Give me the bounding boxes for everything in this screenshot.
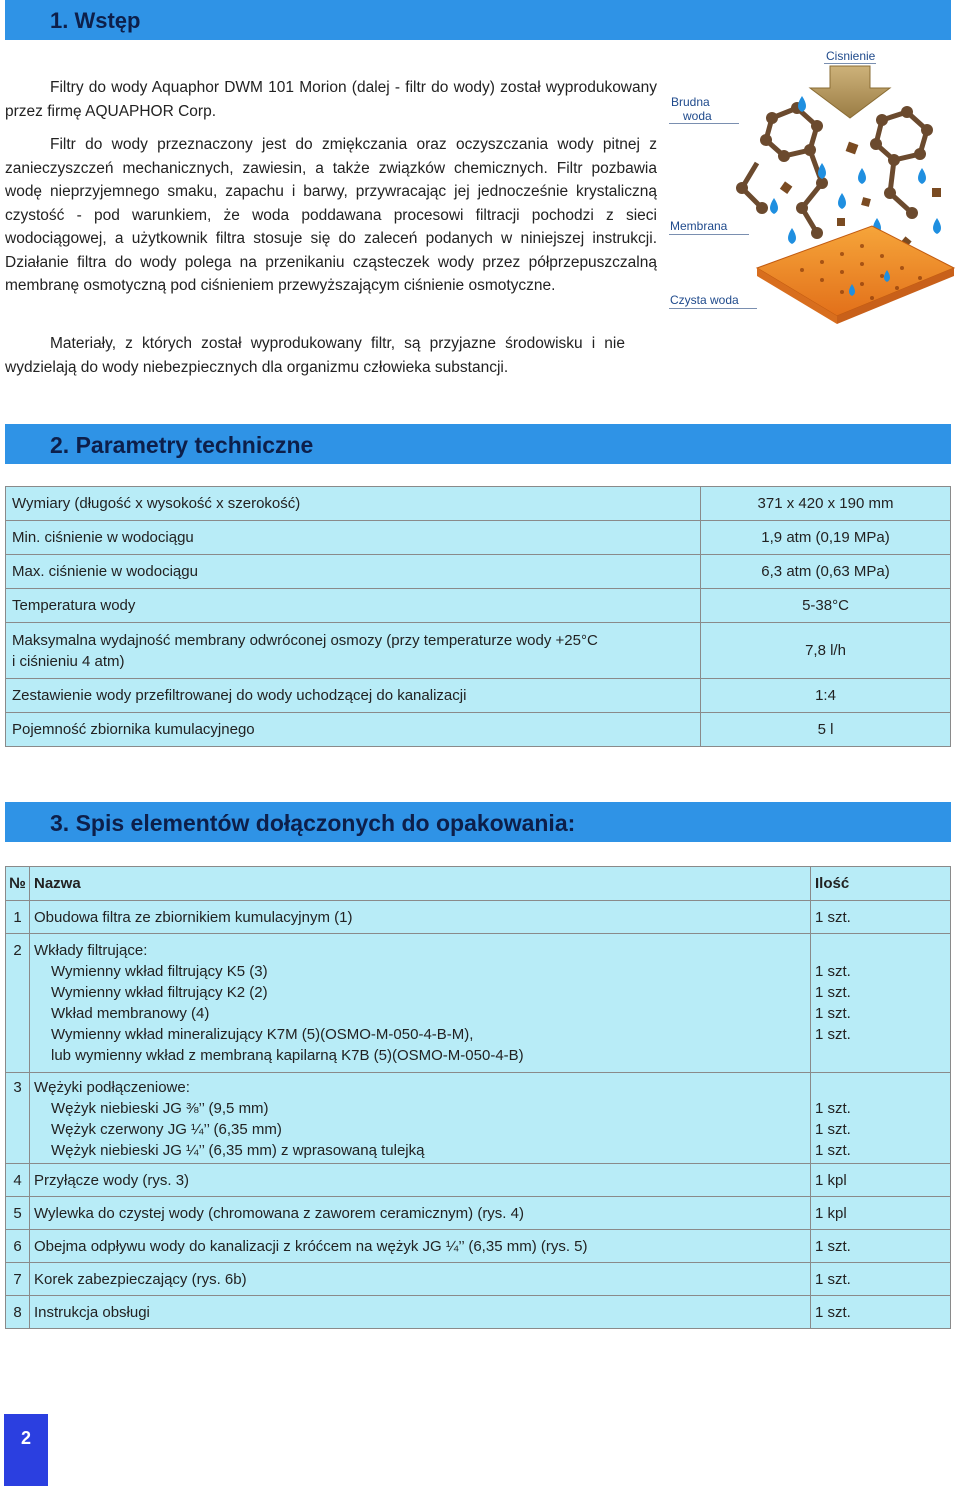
section-title: 2. Parametry techniczne bbox=[50, 432, 314, 458]
table-row bbox=[6, 521, 951, 555]
pressure-label: Cisnienie bbox=[826, 49, 876, 63]
column-header-name: Nazwa bbox=[30, 867, 811, 901]
item-name: Obudowa filtra ze zbiornikiem kumulacyjnym (1) bbox=[30, 901, 811, 934]
param-value: 6,3 atm (0,63 MPa) bbox=[701, 555, 951, 589]
molecule-network bbox=[742, 108, 927, 233]
item-number: 1 bbox=[6, 901, 30, 934]
membrane-label-line bbox=[669, 234, 749, 235]
item-quantity: 1 szt. bbox=[811, 901, 951, 934]
item-name: Korek zabezpieczający (rys. 6b) bbox=[30, 1263, 811, 1296]
dirty-water-label-2: woda bbox=[683, 109, 712, 123]
membrane-label: Membrana bbox=[670, 219, 728, 233]
column-header-number: № bbox=[6, 867, 30, 901]
item-number: 6 bbox=[6, 1230, 30, 1263]
item-name: Wkłady filtrujące: Wymienny wkład filtrujący K5 (3) Wymienny wkład filtrujący K2 (2) Wkład membranowy (4) Wymienny wkład mineralizujący K7M (5)(OSMO-M-050-4-B-M), lub wymienny wkład z membraną kapilarną K7B (5)(OSMO-M-050-4-B) bbox=[30, 934, 811, 1073]
param-value: 1,9 atm (0,19 MPa) bbox=[701, 521, 951, 555]
table-row bbox=[6, 713, 951, 747]
param-value: 371 x 420 x 190 mm bbox=[701, 487, 951, 521]
molecule-nodes bbox=[736, 102, 933, 239]
dirty-water-label: Brudna bbox=[671, 95, 710, 109]
item-number: 3 bbox=[6, 1073, 30, 1164]
param-value: 5-38°C bbox=[701, 589, 951, 623]
table-row bbox=[6, 1296, 951, 1329]
membrane-layer bbox=[757, 226, 954, 316]
item-quantity: 1 szt. bbox=[811, 1230, 951, 1263]
item-name: Wylewka do czystej wody (chromowana z zaworem ceramicznym) (rys. 4) bbox=[30, 1197, 811, 1230]
clean-water-label-line bbox=[669, 308, 757, 309]
section-title: 3. Spis elementów dołączonych do opakowania: bbox=[50, 810, 576, 836]
item-quantity: 1 szt. bbox=[811, 1263, 951, 1296]
item-quantity: 1 kpl bbox=[811, 1164, 951, 1197]
item-number: 5 bbox=[6, 1197, 30, 1230]
intro-paragraph-3: Materiały, z których został wyprodukowany filtr, są przyjazne środowisku i nie wydzielają do wody niebezpiecznych dla organizmu człowieka substancji. bbox=[5, 335, 625, 376]
table-row bbox=[6, 1073, 951, 1164]
table-row bbox=[6, 1263, 951, 1296]
item-quantity: 1 szt. bbox=[811, 1296, 951, 1329]
item-quantity: 1 kpl bbox=[811, 1197, 951, 1230]
section-header-contents bbox=[5, 802, 951, 842]
section-title: 1. Wstęp bbox=[50, 8, 141, 33]
dirty-water-label-line bbox=[669, 123, 739, 124]
table-row bbox=[6, 487, 951, 521]
osmosis-diagram bbox=[662, 48, 958, 340]
item-name: Wężyki podłączeniowe: Wężyk niebieski JG ⅜’’ (9,5 mm) Wężyk czerwony JG ¼’’ (6,35 mm) Wężyk niebieski JG ¼’’ (6,35 mm) z wprasowaną tulejką bbox=[30, 1073, 811, 1164]
param-label: Maksymalna wydajność membrany odwróconej osmozy (przy temperaturze wody +25°C i ciśnieniu 4 atm) bbox=[6, 623, 701, 679]
column-header-quantity: Ilość bbox=[811, 867, 951, 901]
parameters-table bbox=[5, 486, 951, 747]
package-contents-table bbox=[5, 866, 951, 1329]
table-row bbox=[6, 1197, 951, 1230]
pressure-arrow bbox=[810, 66, 890, 118]
param-label: Wymiary (długość x wysokość x szerokość) bbox=[6, 487, 701, 521]
param-label: Min. ciśnienie w wodociągu bbox=[6, 521, 701, 555]
table-row bbox=[6, 555, 951, 589]
item-quantity: 1 szt. 1 szt. 1 szt. 1 szt. bbox=[811, 934, 951, 1073]
table-row bbox=[6, 589, 951, 623]
param-label: Pojemność zbiornika kumulacyjnego bbox=[6, 713, 701, 747]
table-row bbox=[6, 679, 951, 713]
param-label: Temperatura wody bbox=[6, 589, 701, 623]
section-header-intro bbox=[5, 0, 951, 40]
page-number: 2 bbox=[4, 1414, 48, 1486]
table-row bbox=[6, 623, 951, 679]
item-number: 2 bbox=[6, 934, 30, 1073]
item-name: Instrukcja obsługi bbox=[30, 1296, 811, 1329]
param-label: Max. ciśnienie w wodociągu bbox=[6, 555, 701, 589]
table-row bbox=[6, 1230, 951, 1263]
item-number: 4 bbox=[6, 1164, 30, 1197]
item-number: 7 bbox=[6, 1263, 30, 1296]
section-header-parameters bbox=[5, 424, 951, 464]
intro-paragraph-2: Filtr do wody przeznaczony jest do zmiękczania oraz oczyszczania wody pitnej z zanieczyszczeń mechanicznych, zawiesin, a także związków chemicznych. Filtr pozbawia wodę nieprzyjemnego smaku, zapachu i barwy, przywracając jej jednocześnie krystaliczną czystość - pod warunkiem, że woda poddawana procesowi filtracji pochodzi z sieci wodociągowej, a użytkownik filtra stosuje się do zaleceń podanych w niniejszej instrukcji. Działanie filtra do wody polega na przenikaniu cząsteczek wody przez półprzepuszczalną membranę osmotyczną pod ciśnieniem przewyższającym ciśnienie osmotyczne. bbox=[5, 136, 657, 294]
item-name: Obejma odpływu wody do kanalizacji z króćcem na wężyk JG ¼’’ (6,35 mm) (rys. 5) bbox=[30, 1230, 811, 1263]
pressure-label-line bbox=[824, 63, 876, 64]
table-row bbox=[6, 934, 951, 1073]
table-row bbox=[6, 901, 951, 934]
clean-water-label: Czysta woda bbox=[670, 293, 739, 307]
param-value: 7,8 l/h bbox=[701, 623, 951, 679]
item-quantity: 1 szt. 1 szt. 1 szt. bbox=[811, 1073, 951, 1164]
param-value: 1:4 bbox=[701, 679, 951, 713]
table-row bbox=[6, 1164, 951, 1197]
item-number: 8 bbox=[6, 1296, 30, 1329]
intro-paragraph-1: Filtry do wody Aquaphor DWM 101 Morion (dalej - filtr do wody) został wyprodukowany przez firmę AQUAPHOR Corp. bbox=[5, 79, 657, 120]
param-label: Zestawienie wody przefiltrowanej do wody uchodzącej do kanalizacji bbox=[6, 679, 701, 713]
param-value: 5 l bbox=[701, 713, 951, 747]
table-header-row bbox=[6, 867, 951, 901]
item-name: Przyłącze wody (rys. 3) bbox=[30, 1164, 811, 1197]
